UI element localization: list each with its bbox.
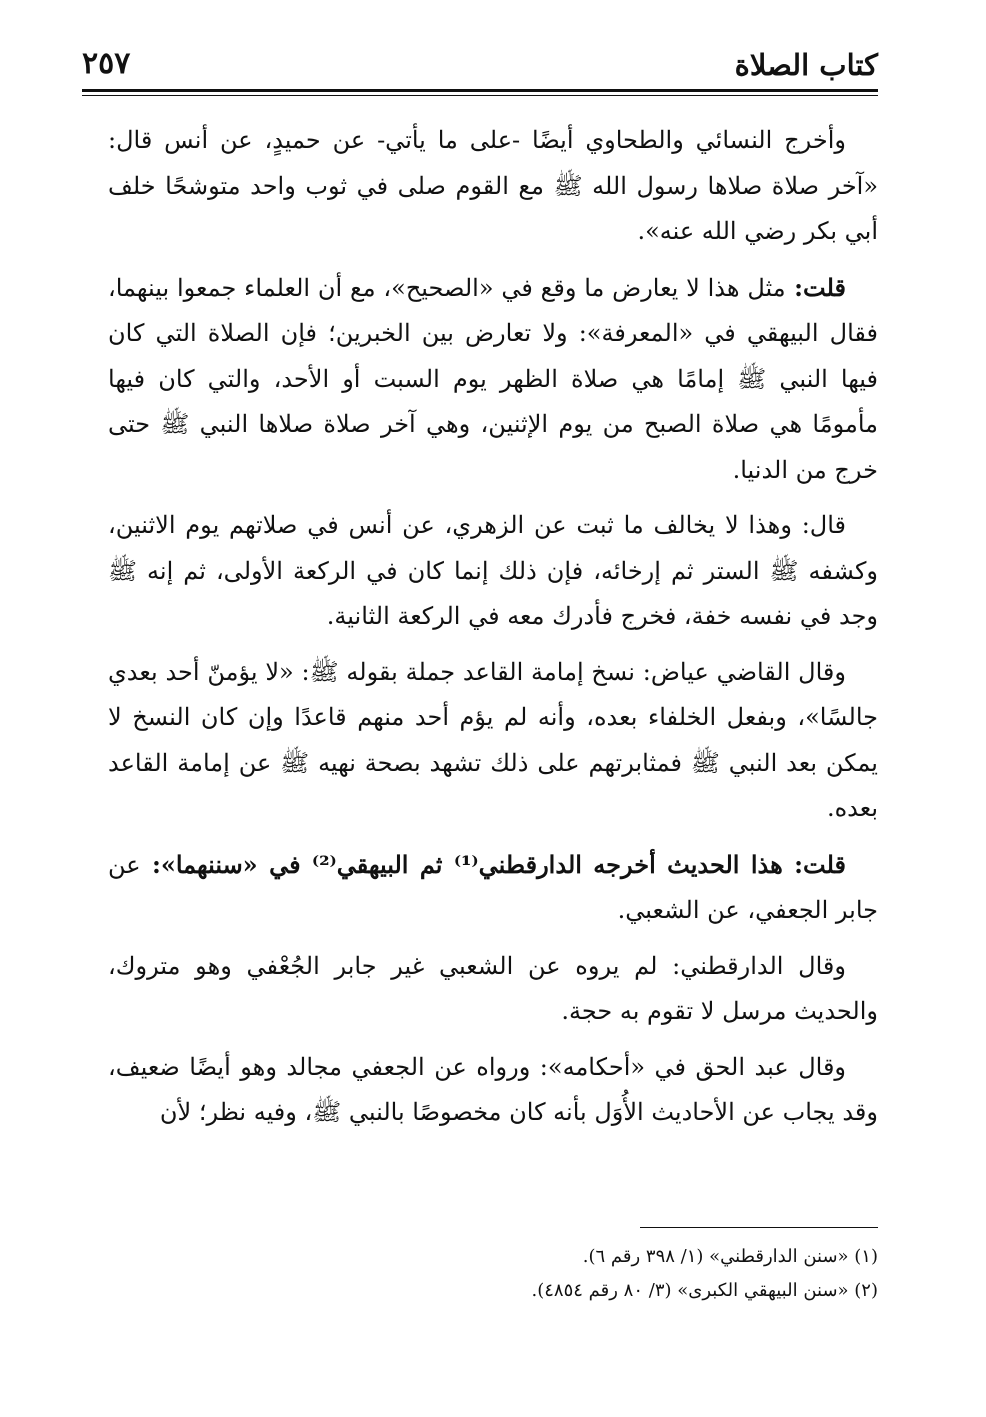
chapter-title: كتاب الصلاة [734, 48, 878, 82]
text-segment: وقال القاضي عياض: نسخ إمامة القاعد جملة بقوله ﷺ: «لا يؤمنّ أحد بعدي جالسًا»، وبفعل الخلفاء بعده، وأنه لم يؤم أحد منهم قاعدًا وإن كان النسخ لا يمكن بعد النبي ﷺ فمثابرتهم على ذلك تشهد بصحة نهيه ﷺ عن إمامة القاعد بعده. [108, 657, 878, 822]
paragraph [108, 1045, 878, 1136]
paragraph [108, 503, 878, 640]
main-text [108, 118, 878, 1146]
text-segment: وقال عبد الحق في «أحكامه»: ورواه عن الجعفي مجالد وهو أيضًا ضعيف، وقد يجاب عن الأحاديث الأُوَل بأنه كان مخصوصًا بالنبي ﷺ، وفيه نظر؛ لأن [108, 1052, 878, 1126]
paragraph [108, 842, 878, 934]
text-segment: وأخرج النسائي والطحاوي أيضًا -على ما يأتي- عن حميدٍ، عن أنس قال: «آخر صلاة صلاها رسول الله ﷺ مع القوم صلى في ثوب واحد متوشحًا خلف أبي بكر رضي الله عنه». [108, 126, 878, 245]
header-rule [82, 89, 878, 92]
paragraph [108, 650, 878, 832]
text-segment: قال: وهذا لا يخالف ما ثبت عن الزهري، عن أنس في صلاتهم يوم الاثنين، وكشفه ﷺ الستر ثم إرخائه، فإن ذلك إنما كان في الركعة الأولى، ثم إنه ﷺ وجد في نفسه خفة، فخرج فأدرك معه في الركعة الثانية. [108, 511, 878, 630]
bold-text-segment: قلت: هذا الحديث أخرجه الدارقطني⁽¹⁾ ثم البيهقي⁽²⁾ في «سننهما»: [140, 849, 846, 879]
page-header [82, 40, 878, 96]
paragraph [108, 265, 878, 494]
page-number: ٢٥٧ [82, 46, 131, 81]
paragraph [108, 118, 878, 255]
header-rule-thin [82, 95, 878, 96]
text-segment: عن جابر الجعفي، عن الشعبي. [108, 850, 878, 924]
footnote: (١) «سنن الدارقطني» (١/ ٣٩٨ رقم ٦). [582, 1246, 878, 1267]
footnote-separator [640, 1227, 878, 1228]
bold-text-segment: قلت: [785, 272, 846, 302]
text-segment: وقال الدارقطني: لم يروه عن الشعبي غير جابر الجُعْفي وهو متروك، والحديث مرسل لا تقوم به حجة. [108, 951, 878, 1025]
paragraph [108, 944, 878, 1035]
text-segment: مثل هذا لا يعارض ما وقع في «الصحيح»، مع أن العلماء جمعوا بينهما، فقال البيهقي في «المعرفة»: ولا تعارض بين الخبرين؛ فإن الصلاة التي كان فيها النبي ﷺ إمامًا هي صلاة الظهر يوم السبت أو الأحد، والتي كان فيها مأمومًا هي صلاة الصبح من يوم الإثنين، وهي آخر صلاة صلاها النبي ﷺ حتى خرج من الدنيا. [108, 273, 878, 484]
footnotes [108, 1240, 878, 1308]
footnote: (٢) «سنن البيهقي الكبرى» (٣/ ٨٠ رقم ٤٨٥٤). [531, 1280, 878, 1301]
